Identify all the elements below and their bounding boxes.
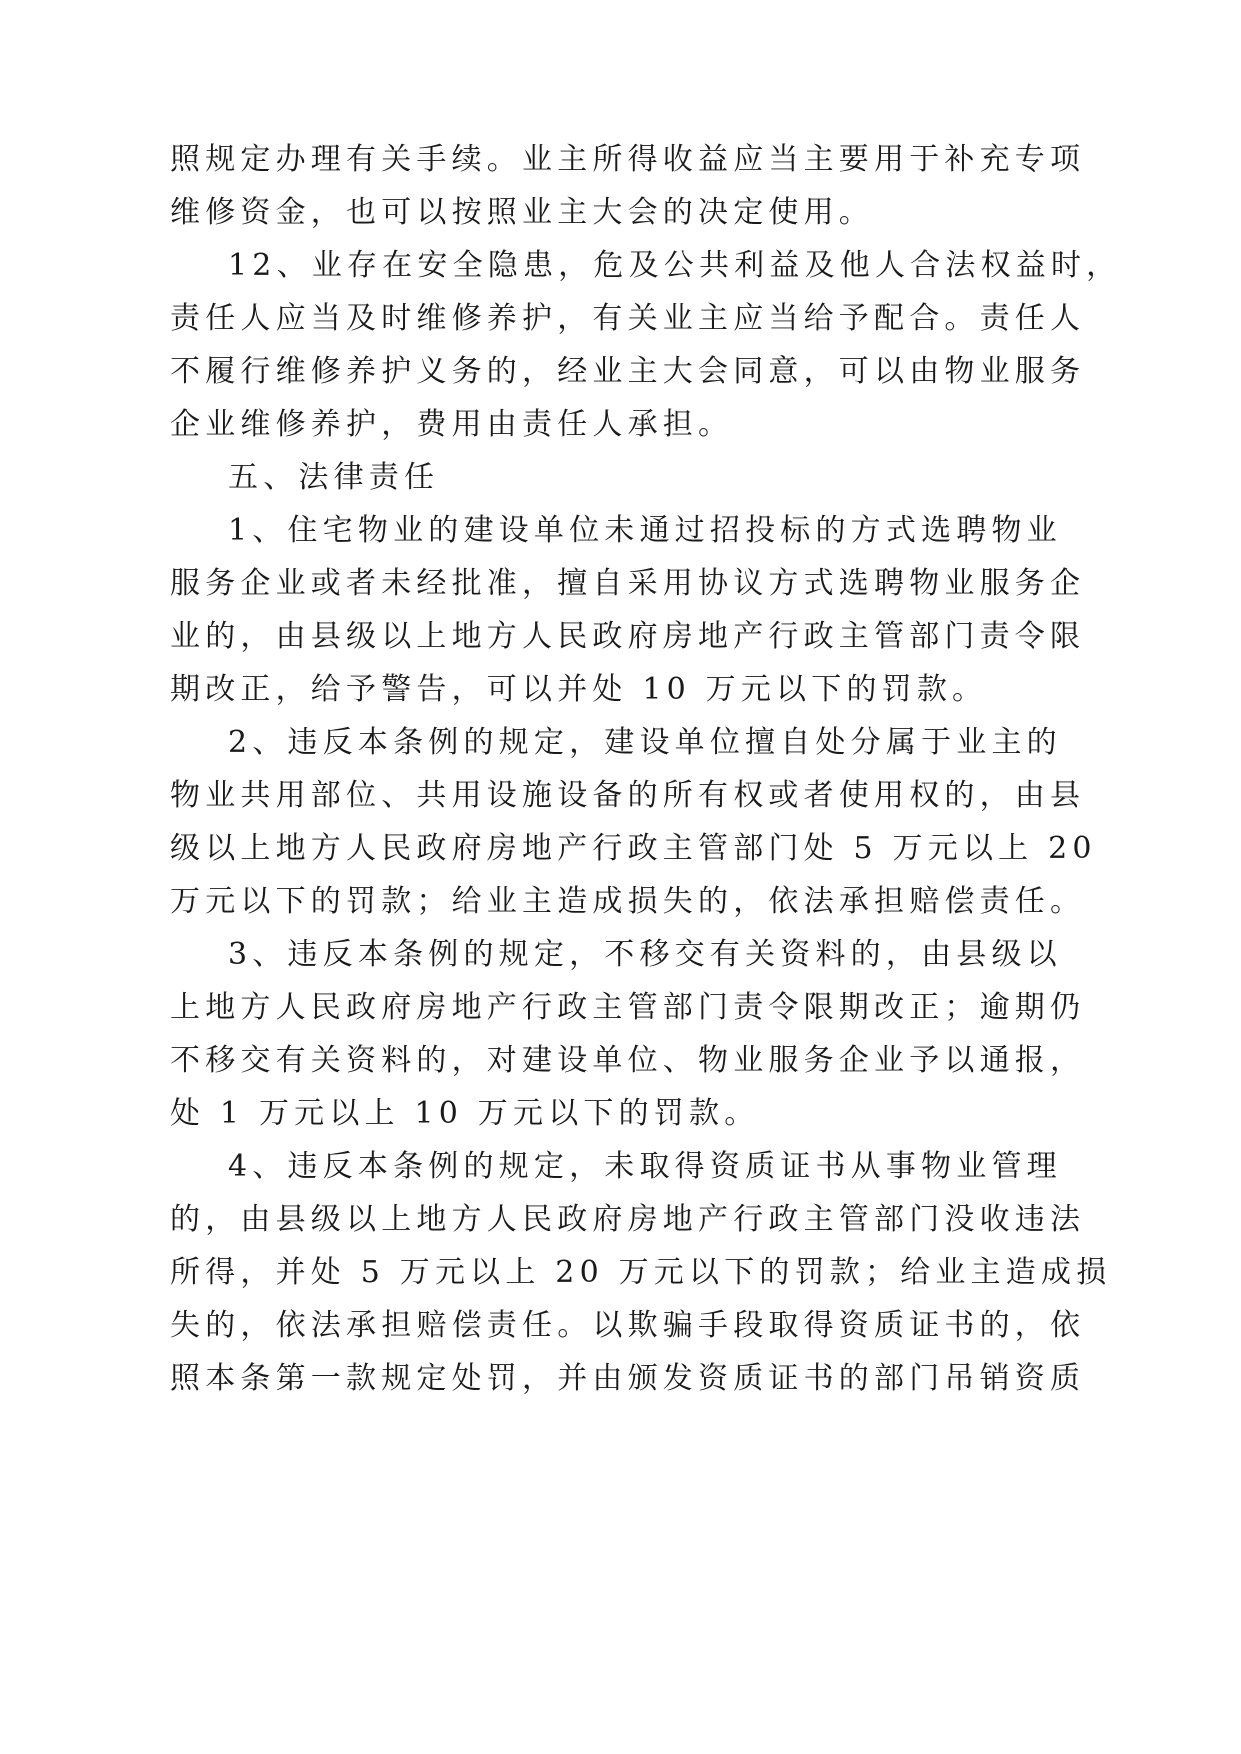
- paragraph-first-line: 4、违反本条例的规定，未取得资质证书从事物业管理: [228, 1149, 1062, 1184]
- text-line: 物业共用部位、共用设施设备的所有权或者使用权的，由县: [170, 778, 1086, 813]
- text-line: 责任人应当及时维修养护，有关业主应当给予配合。责任人: [170, 301, 1086, 336]
- section-heading: 五、法律责任: [228, 460, 440, 495]
- text-line: 照规定办理有关手续。业主所得收益应当主要用于补充专项: [170, 142, 1086, 177]
- text-line: 企业维修养护，费用由责任人承担。: [170, 407, 734, 442]
- paragraph-first-line: 1、住宅物业的建设单位未通过招投标的方式选聘物业: [228, 513, 1062, 548]
- text-line: 所得，并处 5 万元以上 20 万元以下的罚款；给业主造成损: [170, 1255, 1112, 1290]
- text-line: 业的，由县级以上地方人民政府房地产行政主管部门责令限: [170, 619, 1086, 654]
- text-line: 万元以下的罚款；给业主造成损失的，依法承担赔偿责任。: [170, 884, 1086, 919]
- text-line: 处 1 万元以上 10 万元以下的罚款。: [170, 1096, 760, 1131]
- paragraph-first-line: 2、违反本条例的规定，建设单位擅自处分属于业主的: [228, 725, 1062, 760]
- text-line: 不履行维修养护义务的，经业主大会同意，可以由物业服务: [170, 354, 1086, 389]
- text-line: 不移交有关资料的，对建设单位、物业服务企业予以通报，: [170, 1043, 1086, 1078]
- text-line: 照本条第一款规定处罚，并由颁发资质证书的部门吊销资质: [170, 1361, 1086, 1396]
- paragraph-first-line: 3、违反本条例的规定，不移交有关资料的，由县级以: [228, 937, 1062, 972]
- text-line: 上地方人民政府房地产行政主管部门责令限期改正；逾期仍: [170, 990, 1086, 1025]
- paragraph-first-line: 12、业存在安全隐患，危及公共利益及他人合法权益时，: [228, 248, 1122, 283]
- text-line: 期改正，给予警告，可以并处 10 万元以下的罚款。: [170, 672, 988, 707]
- text-line: 失的，依法承担赔偿责任。以欺骗手段取得资质证书的，依: [170, 1308, 1086, 1343]
- text-line: 维修资金，也可以按照业主大会的决定使用。: [170, 195, 874, 230]
- text-line: 的，由县级以上地方人民政府房地产行政主管部门没收违法: [170, 1202, 1086, 1237]
- text-line: 服务企业或者未经批准，擅自采用协议方式选聘物业服务企: [170, 566, 1086, 601]
- text-line: 级以上地方人民政府房地产行政主管部门处 5 万元以上 20: [170, 831, 1097, 866]
